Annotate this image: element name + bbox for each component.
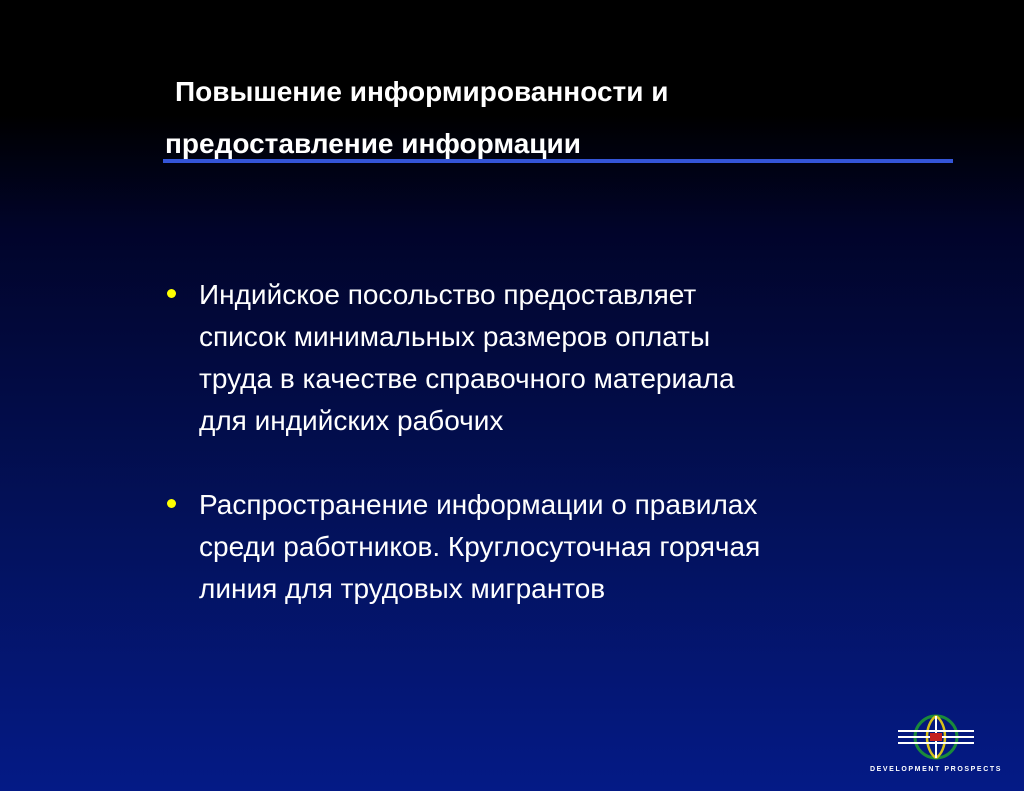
title-divider [163, 159, 953, 163]
bullet-list [162, 274, 962, 610]
bullet-dot-icon [167, 499, 176, 508]
slide-title [165, 66, 965, 170]
bullet-item [162, 274, 962, 442]
title-line-2: предоставление информации [165, 128, 581, 159]
title-line-1: Повышение информированности и [175, 76, 669, 107]
bullet-item [162, 484, 962, 610]
bullet-line: для индийских рабочих [199, 405, 504, 436]
development-prospects-logo [866, 712, 1006, 776]
logo-text: DEVELOPMENT PROSPECTS [869, 766, 1002, 773]
bullet-line: Распространение информации о правилах [199, 489, 758, 520]
bullet-line: линия для трудовых мигрантов [199, 573, 606, 604]
bullet-line: Индийское посольство предоставляет [199, 279, 697, 310]
bullet-line: список минимальных размеров оплаты [199, 321, 711, 352]
bullet-line: среди работников. Круглосуточная горячая [199, 531, 761, 562]
bullet-dot-icon [167, 289, 176, 298]
bullet-line: труда в качестве справочного материала [199, 363, 735, 394]
globe-icon [896, 712, 976, 762]
